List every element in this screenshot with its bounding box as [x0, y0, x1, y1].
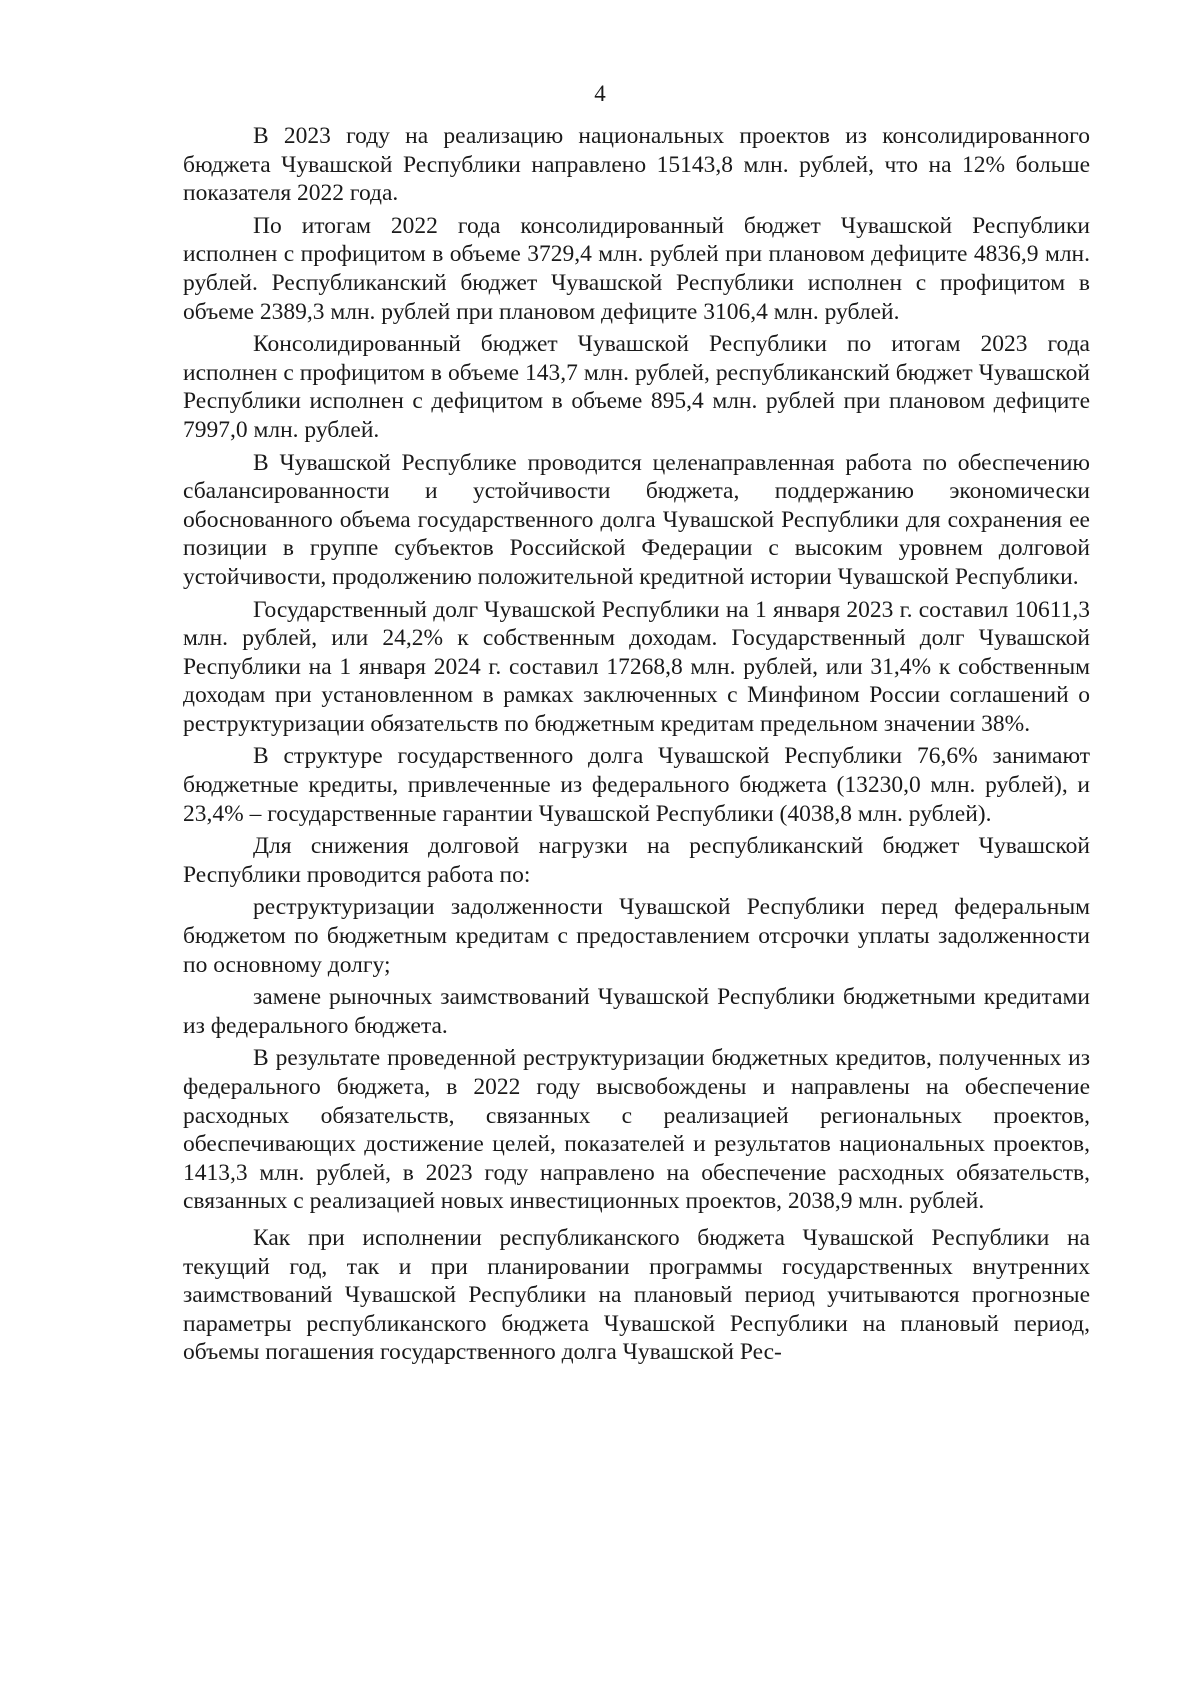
paragraph-restructuring-results: В результате проведенной реструктуризации бюджетных кредитов, полученных из федерального бюджета, в 2022 году высвобождены и направлены на обеспечение расходных обязательств, связанных с реализацией региональных проектов, обеспечивающих достижение целей, показателей и результатов национальных проектов, 1413,3 млн. рублей, в 2023 году направлено на обеспечение расходных обязательств, связанных с реализацией новых инвестиционных проектов, 2038,9 млн. рублей. — [183, 1045, 1090, 1215]
paragraph-budget-balance-work: В Чувашской Республике проводится целенаправленная работа по обеспечению сбалансированности и устойчивости бюджета, поддержанию экономически обоснованного объема государственного долга Чувашской Республики для сохранения ее позиции в группе субъектов Российской Федерации с высоким уровнем долговой устойчивости, продолжению положительной кредитной истории Чувашской Республики. — [183, 449, 1090, 590]
page-number: 4 — [594, 81, 606, 106]
paragraph-2022-budget-results: По итогам 2022 года консолидированный бюджет Чувашской Республики исполнен с профицитом в объеме 3729,4 млн. рублей при плановом дефиците 4836,9 млн. рублей. Республиканский бюджет Чувашской Республики исполнен с профицитом в объеме 2389,3 млн. рублей при плановом дефиците 3106,4 млн. рублей. — [183, 212, 1090, 325]
paragraph-borrowing-planning: Как при исполнении республиканского бюджета Чувашской Республики на текущий год, так и при планировании программы государственных внутренних заимствований Чувашской Республики на плановый период учитываются прогнозные параметры республиканского бюджета Чувашской Республики на плановый период, объемы погашения государственного долга Чувашской Рес- — [183, 1224, 1090, 1366]
paragraph-national-projects: В 2023 году на реализацию национальных проектов из консолидированного бюджета Чувашской Республики направлено 15143,8 млн. рублей, что на 12% больше показателя 2022 года. — [183, 123, 1090, 207]
paragraph-debt-reduction-intro: Для снижения долговой нагрузки на республиканский бюджет Чувашской Республики проводится работа по: — [183, 833, 1090, 888]
paragraph-2023-budget-results: Консолидированный бюджет Чувашской Республики по итогам 2023 года исполнен с профицитом в объеме 143,7 млн. рублей, республиканский бюджет Чувашской Республики исполнен с дефицитом в объеме 895,4 млн. рублей при плановом дефиците 7997,0 млн. рублей. — [183, 331, 1090, 443]
document-body — [183, 122, 1090, 1371]
paragraph-state-debt: Государственный долг Чувашской Республики на 1 января 2023 г. составил 10611,3 млн. рублей, или 24,2% к собственным доходам. Государственный долг Чувашской Республики на 1 января 2024 г. составил 17268,8 млн. рублей, или 31,4% к собственным доходам при установленном в рамках заключенных с Минфином России соглашений о реструктуризации обязательств по бюджетным кредитам предельном значении 38%. — [183, 596, 1090, 737]
paragraph-restructuring-item: реструктуризации задолженности Чувашской Республики перед федеральным бюджетом по бюджетным кредитам с предоставлением отсрочки уплаты задолженности по основному долгу; — [183, 894, 1090, 978]
paragraph-debt-structure: В структуре государственного долга Чувашской Республики 76,6% занимают бюджетные кредиты, привлеченные из федерального бюджета (13230,0 млн. рублей), и 23,4% – государственные гарантии Чувашской Республики (4038,8 млн. рублей). — [183, 743, 1090, 827]
paragraph-replacement-item: замене рыночных заимствований Чувашской Республики бюджетными кредитами из федерального бюджета. — [183, 984, 1090, 1039]
